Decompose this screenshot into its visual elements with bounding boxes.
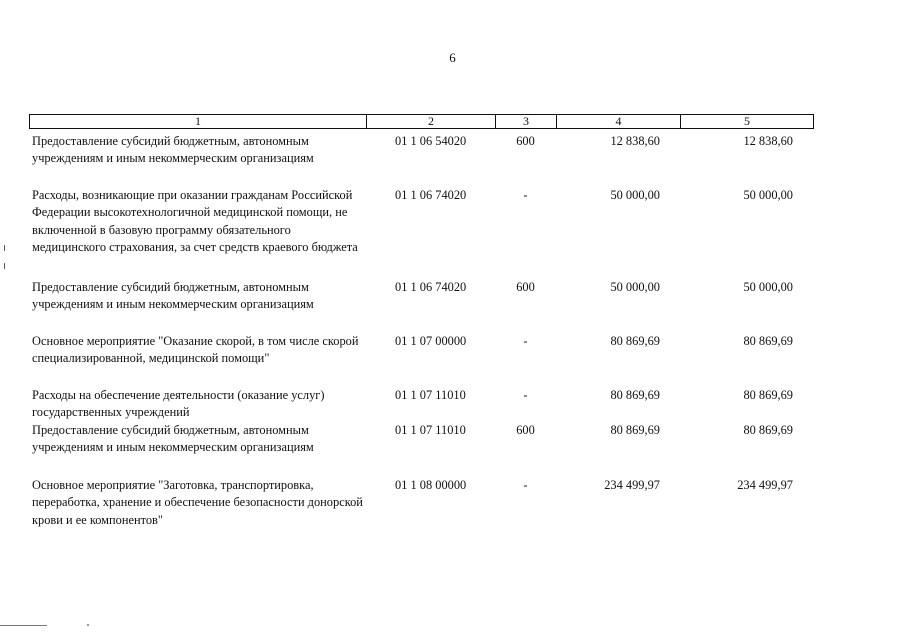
- row-description: Предоставление субсидий бюджетным, автономным учреждениям и иным некоммерческим организациям: [32, 280, 314, 312]
- scan-margin-mark: [4, 263, 5, 269]
- row-description: Основное мероприятие "Оказание скорой, в том числе скорой специализированной, медицинской помощи": [32, 334, 359, 366]
- row-value-1: 50 000,00: [610, 188, 660, 202]
- scan-margin-mark: [4, 245, 5, 251]
- row-type: -: [523, 478, 528, 492]
- header-col-3: 3: [496, 115, 557, 128]
- row-code: 01 1 06 74020: [395, 188, 467, 202]
- header-col-2: 2: [367, 115, 496, 128]
- row-code: 01 1 08 00000: [395, 478, 467, 492]
- row-value-2: 50 000,00: [743, 188, 793, 202]
- row-description: Расходы на обеспечение деятельности (оказание услуг) государственных учреждений: [32, 388, 325, 420]
- row-type: -: [523, 188, 528, 202]
- row-value-1: 50 000,00: [610, 280, 660, 294]
- row-type: -: [523, 388, 528, 402]
- row-description: Предоставление субсидий бюджетным, автономным учреждениям и иным некоммерческим организациям: [32, 423, 314, 455]
- row-type: 600: [516, 280, 535, 294]
- header-col-4: 4: [557, 115, 681, 128]
- row-value-1: 12 838,60: [610, 134, 660, 148]
- row-description: Расходы, возникающие при оказании гражданам Российской Федерации высокотехнологичной медицинской помощи, не включенной в базовую программу обязательного медицинского страхования, за счет средств краевого бюджета: [32, 188, 358, 254]
- header-col-5: 5: [744, 114, 750, 128]
- scan-speck: [87, 624, 89, 626]
- row-type: 600: [516, 423, 535, 437]
- row-type: 600: [516, 134, 535, 148]
- row-code: 01 1 07 11010: [395, 423, 466, 437]
- row-description: Основное мероприятие "Заготовка, транспортировка, переработка, хранение и обеспечение безопасности донорской крови и ее компонентов": [32, 478, 363, 527]
- page-number: 6: [449, 50, 456, 65]
- scan-bottom-line: [0, 625, 47, 626]
- row-type: -: [523, 334, 528, 348]
- row-code: 01 1 06 54020: [395, 134, 467, 148]
- row-value-2: 234 499,97: [737, 478, 793, 492]
- row-value-2: 80 869,69: [743, 334, 793, 348]
- row-value-1: 80 869,69: [610, 423, 660, 437]
- row-code: 01 1 07 00000: [395, 334, 467, 348]
- table-header: [29, 114, 814, 129]
- row-value-1: 80 869,69: [610, 388, 660, 402]
- row-value-1: 234 499,97: [604, 478, 660, 492]
- row-code: 01 1 06 74020: [395, 280, 467, 294]
- row-code: 01 1 07 11010: [395, 388, 466, 402]
- row-value-2: 12 838,60: [743, 134, 793, 148]
- row-value-2: 80 869,69: [743, 423, 793, 437]
- row-description: Предоставление субсидий бюджетным, автономным учреждениям и иным некоммерческим организациям: [32, 134, 314, 166]
- row-value-2: 80 869,69: [743, 388, 793, 402]
- header-col-1: 1: [30, 115, 367, 128]
- row-value-1: 80 869,69: [610, 334, 660, 348]
- row-value-2: 50 000,00: [743, 280, 793, 294]
